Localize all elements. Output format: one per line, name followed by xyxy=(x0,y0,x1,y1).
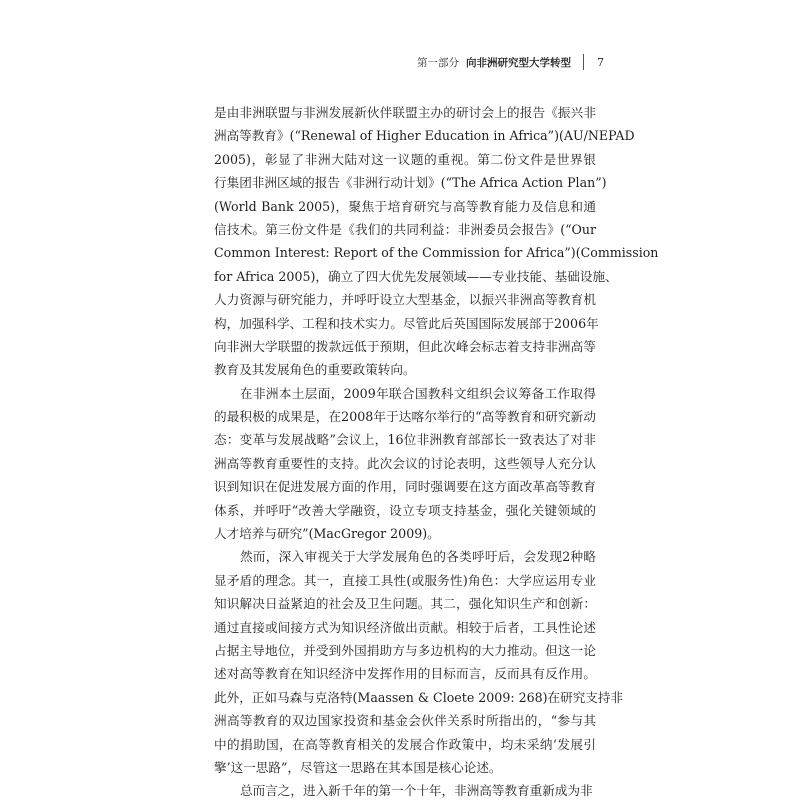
text-line: (World Bank 2005)，聚焦于培育研究与高等教育能力及信息和通 xyxy=(214,198,596,214)
paragraph xyxy=(214,101,659,382)
body-text xyxy=(214,101,659,803)
text-line: 通过直接或间接方式为知识经济做出贡献。相较于后者，工具性论述 xyxy=(214,619,596,635)
paragraph xyxy=(214,545,624,779)
text-line: 向非洲大学联盟的拨款远低于预期，但此次峰会标志着支持非洲高等 xyxy=(214,338,596,354)
text-line: 人力资源与研究能力，并呼吁设立大型基金，以振兴非洲高等教育机 xyxy=(214,292,596,308)
text-line: 洲高等教育的双边国家投资和基金会伙伴关系时所指出的，“参与其 xyxy=(214,713,596,729)
text-line: 识到知识在促进发展方面的作用，同时强调要在这方面改革高等教育 xyxy=(214,479,596,495)
text-line: 洲高等教育重要性的支持。此次会议的讨论表明，这些领导人充分认 xyxy=(214,455,596,471)
text-line: 知识解决日益紧迫的社会及卫生问题。其二，强化知识生产和创新： xyxy=(214,596,596,612)
text-line: 中的捐助国，在高等教育相关的发展合作政策中，均未采纳‘发展引 xyxy=(214,736,596,752)
header-part-label: 第一部分 xyxy=(417,56,459,69)
running-header xyxy=(417,53,604,71)
paragraph xyxy=(214,779,596,802)
text-line: 体系，并呼吁“改善大学融资，设立专项支持基金，强化关键领域的 xyxy=(214,502,596,518)
text-line: 2005)，彰显了非洲大陆对这一议题的重视。第二份文件是世界银 xyxy=(214,151,596,167)
text-line: 显矛盾的理念。其一，直接工具性(或服务性)角色：大学应运用专业 xyxy=(214,572,596,588)
paragraph xyxy=(214,382,596,546)
text-line: 占据主导地位，并受到外国捐助方与多边机构的大力推动。但这一论 xyxy=(214,642,596,658)
text-line: 态：变革与发展战略”会议上，16位非洲教育部部长一致表达了对非 xyxy=(214,432,596,448)
text-line: 是由非洲联盟与非洲发展新伙伴联盟主办的研讨会上的报告《振兴非 xyxy=(214,105,596,120)
text-line: 总而言之，进入新千年的第一个十年，非洲高等教育重新成为非 xyxy=(240,783,593,799)
text-line: 然而，深入审视关于大学发展角色的各类呼吁后，会发现2种略 xyxy=(240,549,596,565)
text-line: 的最积极的成果是，在2008年于达喀尔举行的“高等教育和研究新动 xyxy=(214,409,596,425)
text-line: 人才培养与研究”(MacGregor 2009)。 xyxy=(214,526,440,542)
text-line: 信技术。第三份文件是《我们的共同利益：非洲委员会报告》(“Our xyxy=(214,221,596,237)
text-line: 此外，正如马森与克洛特(Maassen & Cloete 2009: 268)在研究支持非 xyxy=(214,689,624,705)
header-divider xyxy=(583,54,584,70)
page-number: 7 xyxy=(597,55,604,69)
text-line: 洲高等教育》(“Renewal of Higher Education in Africa”)(AU/NEPAD xyxy=(214,128,635,144)
text-line: 擎’这一思路”，尽管这一思路在其本国是核心论述。 xyxy=(214,759,502,775)
text-line: 行集团非洲区域的报告《非洲行动计划》(“The Africa Action Plan”) xyxy=(214,175,607,191)
text-line: 构，加强科学、工程和技术实力。尽管此后英国国际发展部于2006年 xyxy=(214,315,599,331)
header-chapter-title: 向非洲研究型大学转型 xyxy=(466,56,571,69)
text-line: 在非洲本土层面，2009年联合国教科文组织会议筹备工作取得 xyxy=(240,385,596,401)
text-line: Common Interest: Report of the Commission for Africa”)(Commission xyxy=(214,245,659,261)
text-line: for Africa 2005)，确立了四大优先发展领域——专业技能、基础设施、 xyxy=(214,268,618,284)
text-line: 述对高等教育在知识经济中发挥作用的目标而言，反而具有反作用。 xyxy=(214,666,596,682)
text-line: 教育及其发展角色的重要政策转向。 xyxy=(214,362,416,378)
